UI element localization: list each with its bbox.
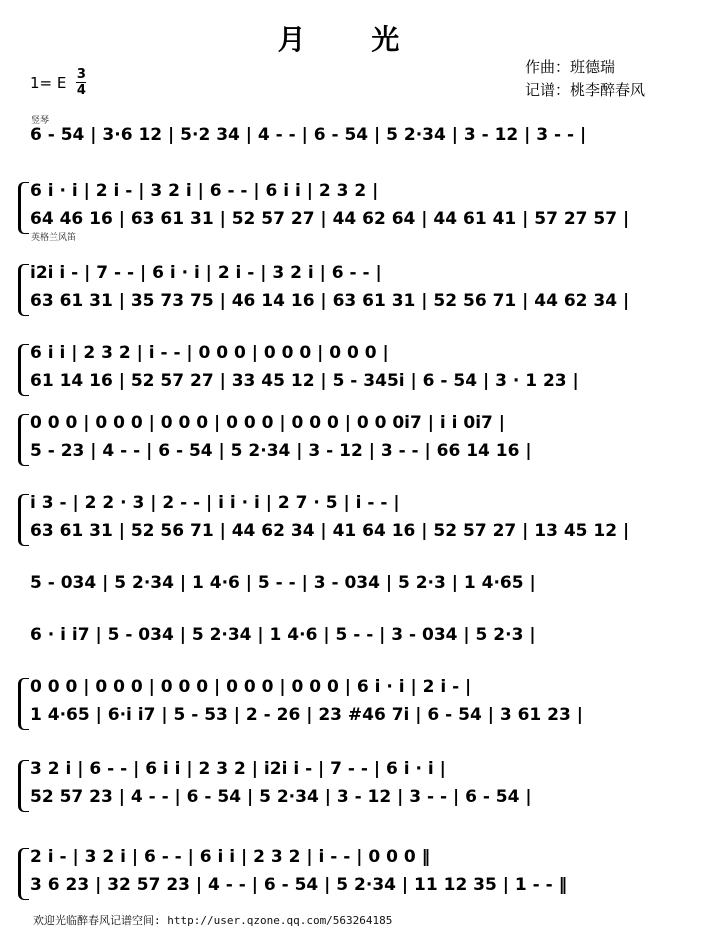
accompaniment-row: 63 61 31 | 52 56 71 | 44 62 34 | 41 64 16 | 52 57 27 | 13 45 12 | <box>30 521 630 541</box>
instrument-label-harp: 竖琴 <box>31 116 50 126</box>
score-system <box>18 846 674 902</box>
time-signature <box>76 68 86 97</box>
instrument-label-horn: 英格兰风笛 <box>31 233 77 243</box>
melody-row: 0 0 0 | 0 0 0 | 0 0 0 | 0 0 0 | 0 0 0 | 6 i · i | 2 i - | <box>30 677 472 697</box>
accompaniment-row: 52 57 23 | 4 - - | 6 - 54 | 5 2·34 | 3 - 12 | 3 - - | 6 - 54 | <box>30 787 532 807</box>
system-bracket <box>18 182 29 234</box>
score-system <box>18 572 674 600</box>
score-system <box>18 676 674 732</box>
system-bracket <box>18 848 29 900</box>
system-bracket <box>18 344 29 396</box>
melody-row: i2i i - | 7 - - | 6 i · i | 2 i - | 3 2 i | 6 - - | <box>30 263 382 283</box>
melody-row: 2 i - | 3 2 i | 6 - - | 6 i i | 2 3 2 | i - - | 0 0 0 ‖ <box>30 847 431 867</box>
melody-row: 5 - 034 | 5 2·34 | 1 4·6 | 5 - - | 3 - 034 | 5 2·3 | 1 4·65 | <box>30 573 536 593</box>
credits <box>525 56 645 102</box>
composer: 作曲：班德瑞 <box>525 58 616 76</box>
system-bracket <box>18 678 29 730</box>
time-signature-bottom: 4 <box>76 83 86 98</box>
melody-row: 6 - 54 | 3·6 12 | 5·2 34 | 4 - - | 6 - 54 | 5 2·34 | 3 - 12 | 3 - - | <box>30 125 587 145</box>
score-system <box>18 262 674 318</box>
score-system <box>18 758 674 814</box>
accompaniment-row: 63 61 31 | 35 73 75 | 46 14 16 | 63 61 31 | 52 56 71 | 44 62 34 | <box>30 291 630 311</box>
melody-row: 6 · i i7 | 5 - 034 | 5 2·34 | 1 4·6 | 5 - - | 3 - 034 | 5 2·3 | <box>30 625 536 645</box>
accompaniment-row: 3 6 23 | 32 57 23 | 4 - - | 6 - 54 | 5 2·34 | 11 12 35 | 1 - - ‖ <box>30 875 568 895</box>
system-bracket <box>18 494 29 546</box>
melody-row: 3 2 i | 6 - - | 6 i i | 2 3 2 | i2i i - | 7 - - | 6 i · i | <box>30 759 446 779</box>
accompaniment-row: 1 4·65 | 6·i i7 | 5 - 53 | 2 - 26 | 23 #46 7i | 6 - 54 | 3 61 23 | <box>30 705 583 725</box>
time-signature-top: 3 <box>76 67 86 82</box>
score-system <box>18 492 674 548</box>
score-system <box>18 624 674 652</box>
song-title: 月 光 <box>277 23 428 56</box>
accompaniment-row: 5 - 23 | 4 - - | 6 - 54 | 5 2·34 | 3 - 12 | 3 - - | 66 14 16 | <box>30 441 532 461</box>
system-bracket <box>18 760 29 812</box>
system-bracket <box>18 264 29 316</box>
melody-row: 6 i i | 2 3 2 | i - - | 0 0 0 | 0 0 0 | 0 0 0 | <box>30 343 389 363</box>
score-system <box>18 180 674 236</box>
accompaniment-row: 61 14 16 | 52 57 27 | 33 45 12 | 5 - 345i | 6 - 54 | 3 · 1 23 | <box>30 371 579 391</box>
melody-row: i 3 - | 2 2 · 3 | 2 - - | i i · i | 2 7 · 5 | i - - | <box>30 493 400 513</box>
accompaniment-row: 64 46 16 | 63 61 31 | 52 57 27 | 44 62 64 | 44 61 41 | 57 27 57 | <box>30 209 630 229</box>
system-bracket <box>18 414 29 466</box>
score-system <box>18 412 674 468</box>
transcriber: 记谱：桃李醉春风 <box>525 81 646 99</box>
score-system <box>18 342 674 398</box>
melody-row: 6 i · i | 2 i - | 3 2 i | 6 - - | 6 i i | 2 3 2 | <box>30 181 379 201</box>
melody-row: 0 0 0 | 0 0 0 | 0 0 0 | 0 0 0 | 0 0 0 | 0 0 0i7 | i i 0i7 | <box>30 413 505 433</box>
key-label: 1= E <box>30 73 67 92</box>
key-signature <box>30 68 86 97</box>
footer-text: 欢迎光临醉春风记谱空间: http://user.qzone.qq.com/563264185 <box>33 914 393 927</box>
score-system <box>18 124 674 152</box>
